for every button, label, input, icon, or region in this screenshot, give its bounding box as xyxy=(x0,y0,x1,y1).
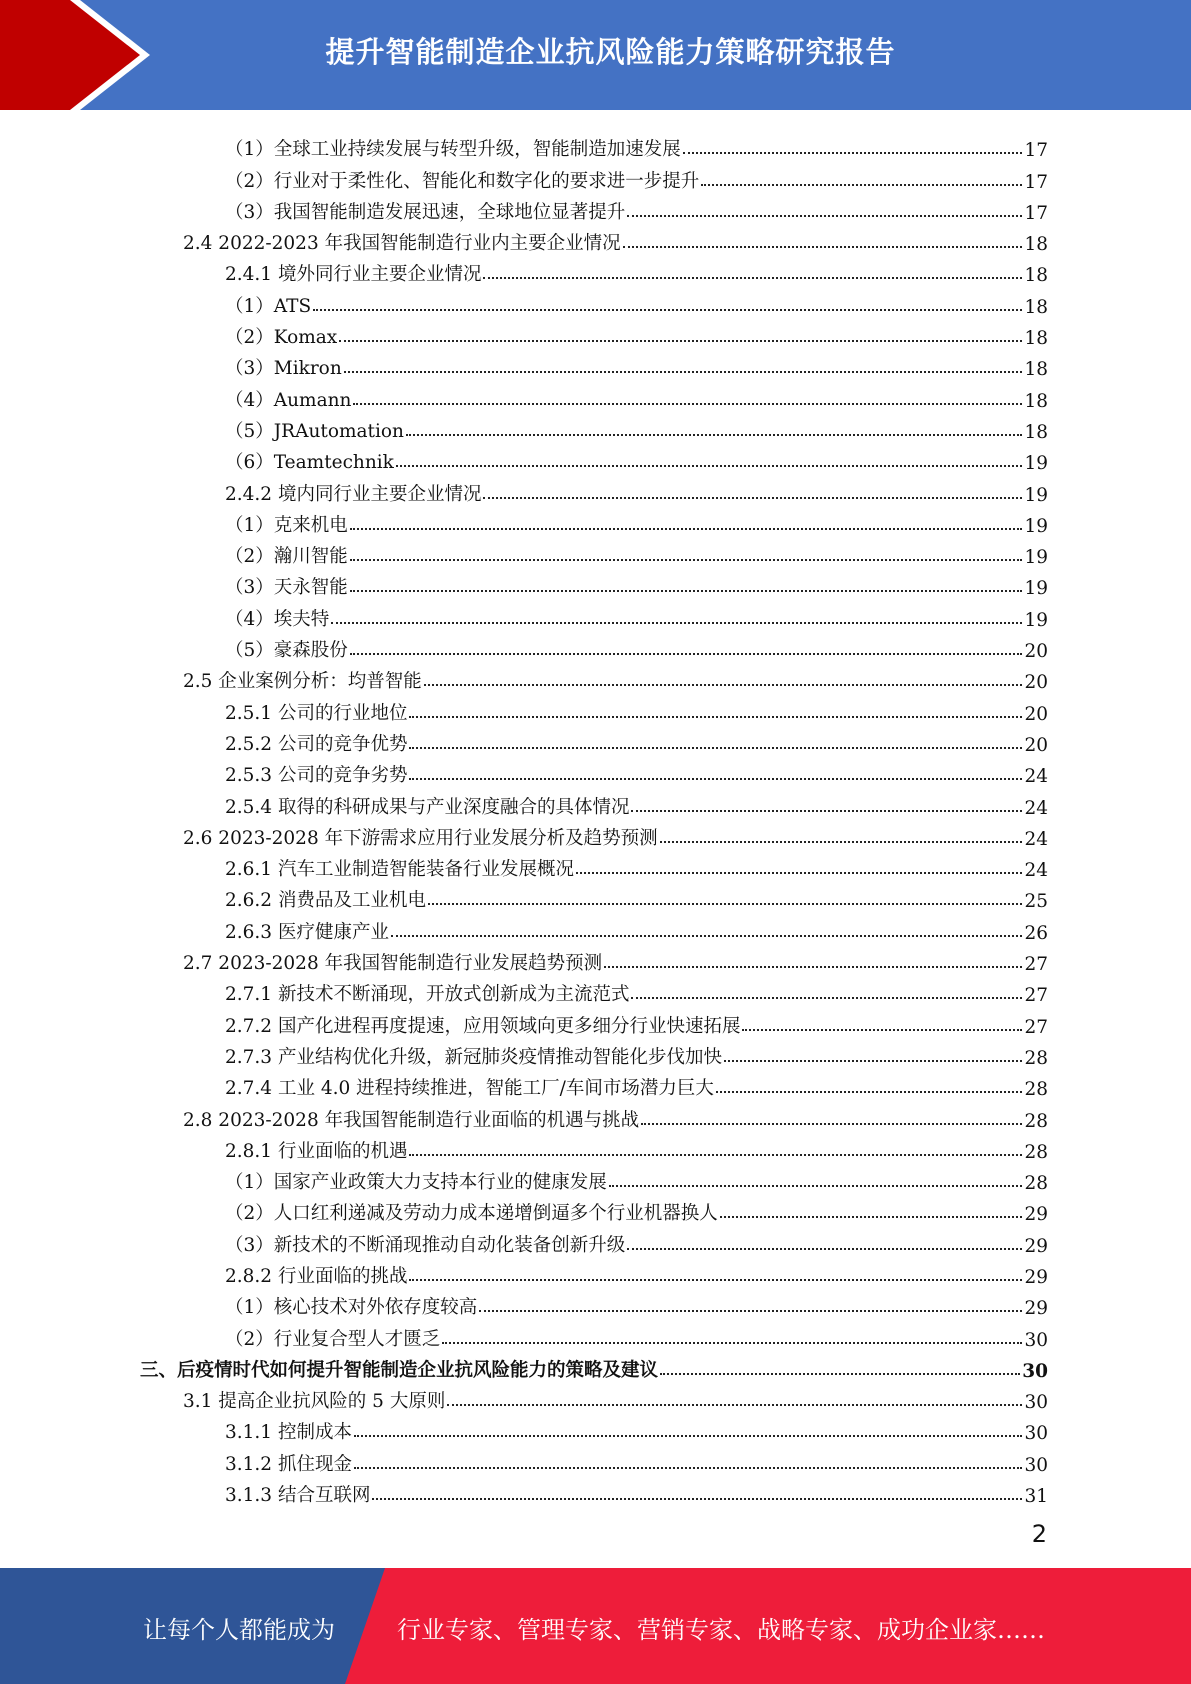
toc-entry[interactable] xyxy=(140,474,1048,505)
toc-entry[interactable] xyxy=(140,1257,1048,1288)
toc-entry[interactable] xyxy=(140,787,1048,818)
toc-dot-leader xyxy=(396,465,1023,467)
toc-entry-page: 18 xyxy=(1024,359,1048,381)
toc-entry-page: 19 xyxy=(1024,453,1048,475)
toc-entry-label: （2）Komax xyxy=(225,327,338,349)
toc-dot-leader xyxy=(409,716,1022,718)
toc-entry-page: 29 xyxy=(1024,1266,1048,1288)
toc-entry[interactable] xyxy=(140,631,1048,662)
toc-entry-page: 26 xyxy=(1024,922,1048,944)
toc-entry-label: 2.7.3 产业结构优化升级，新冠肺炎疫情推动智能化步伐加快 xyxy=(225,1046,722,1068)
toc-entry-page: 28 xyxy=(1024,1173,1048,1195)
toc-entry-page: 18 xyxy=(1024,421,1048,443)
toc-entry[interactable] xyxy=(140,599,1048,630)
toc-entry-page: 20 xyxy=(1024,641,1048,663)
toc-entry[interactable] xyxy=(140,1444,1048,1475)
toc-entry-page: 18 xyxy=(1024,296,1048,318)
toc-entry[interactable] xyxy=(140,1038,1048,1069)
toc-entry-label: 2.5.3 公司的竞争劣势 xyxy=(225,765,408,787)
toc-entry[interactable] xyxy=(140,725,1048,756)
toc-dot-leader xyxy=(483,277,1022,279)
toc-entry[interactable] xyxy=(140,1351,1048,1382)
toc-entry-page: 30 xyxy=(1024,1423,1048,1445)
toc-entry-label: （5）JRAutomation xyxy=(225,420,404,442)
toc-entry[interactable] xyxy=(140,255,1048,286)
toc-entry-page: 29 xyxy=(1024,1298,1048,1320)
toc-dot-leader xyxy=(353,403,1022,405)
toc-entry-label: 2.7.2 国产化进程再度提速，应用领域向更多细分行业快速拓展 xyxy=(225,1015,741,1037)
toc-entry-page: 20 xyxy=(1024,703,1048,725)
toc-entry[interactable] xyxy=(140,1476,1048,1507)
toc-entry-page: 24 xyxy=(1024,828,1048,850)
toc-entry-page: 30 xyxy=(1024,1329,1048,1351)
toc-entry-page: 27 xyxy=(1024,985,1048,1007)
toc-dot-leader xyxy=(350,528,1023,530)
toc-entry-label: 2.5.4 取得的科研成果与产业深度融合的具体情况 xyxy=(225,796,630,818)
toc-entry-page: 30 xyxy=(1022,1360,1048,1382)
toc-entry-page: 29 xyxy=(1024,1204,1048,1226)
toc-entry-label: 2.8.1 行业面临的机遇 xyxy=(225,1140,408,1162)
toc-entry-label: 3.1.2 抓住现金 xyxy=(225,1453,352,1475)
toc-entry-page: 24 xyxy=(1024,766,1048,788)
toc-entry-label: 2.4 2022-2023 年我国智能制造行业内主要企业情况 xyxy=(183,233,621,255)
toc-entry-page: 27 xyxy=(1024,1016,1048,1038)
toc-entry-page: 18 xyxy=(1024,328,1048,350)
toc-entry-label: 3.1.1 控制成本 xyxy=(225,1422,352,1444)
toc-entry[interactable] xyxy=(140,1006,1048,1037)
toc-entry-page: 19 xyxy=(1024,515,1048,537)
toc-entry-page: 28 xyxy=(1024,1141,1048,1163)
toc-entry-page: 30 xyxy=(1024,1392,1048,1414)
toc-entry-label: 2.8.2 行业面临的挑战 xyxy=(225,1265,408,1287)
toc-entry-page: 28 xyxy=(1024,1110,1048,1132)
toc-entry[interactable] xyxy=(140,1132,1048,1163)
toc-entry-page: 29 xyxy=(1024,1235,1048,1257)
toc-entry[interactable] xyxy=(140,944,1048,975)
toc-entry-page: 25 xyxy=(1024,891,1048,913)
footer-slogan-left: 让每个人都能成为 xyxy=(143,1616,335,1644)
toc-dot-leader xyxy=(660,841,1023,843)
toc-entry-label: （1）国家产业政策大力支持本行业的健康发展 xyxy=(225,1172,607,1194)
toc-entry[interactable] xyxy=(140,1319,1048,1350)
toc-entry-label: （1）全球工业持续发展与转型升级，智能制造加速发展 xyxy=(225,139,681,161)
toc-entry[interactable] xyxy=(140,568,1048,599)
toc-dot-leader xyxy=(701,184,1022,186)
toc-entry-label: 2.4.2 境内同行业主要企业情况 xyxy=(225,483,482,505)
page-footer xyxy=(0,1568,1191,1684)
toc-entry-label: 2.6.2 消费品及工业机电 xyxy=(225,890,426,912)
toc-entry-label: 2.8 2023-2028 年我国智能制造行业面临的机遇与挑战 xyxy=(183,1109,640,1131)
toc-dot-leader xyxy=(331,622,1022,624)
toc-entry[interactable] xyxy=(140,537,1048,568)
toc-entry[interactable] xyxy=(140,819,1048,850)
toc-dot-leader xyxy=(350,559,1023,561)
toc-dot-leader xyxy=(350,590,1023,592)
toc-dot-leader xyxy=(720,1216,1023,1218)
toc-entry-label: （1）克来机电 xyxy=(225,514,348,536)
toc-entry[interactable] xyxy=(140,349,1048,380)
toc-entry[interactable] xyxy=(140,224,1048,255)
toc-entry-page: 28 xyxy=(1024,1047,1048,1069)
toc-dot-leader xyxy=(604,966,1022,968)
toc-dot-leader xyxy=(660,1373,1020,1375)
toc-dot-leader xyxy=(313,309,1022,311)
toc-entry-page: 27 xyxy=(1024,954,1048,976)
toc-entry-label: 2.6 2023-2028 年下游需求应用行业发展分析及趋势预测 xyxy=(183,827,658,849)
toc-entry-label: （3）新技术的不断涌现推动自动化装备创新升级 xyxy=(225,1234,626,1256)
toc-entry[interactable] xyxy=(140,161,1048,192)
toc-dot-leader xyxy=(641,1123,1022,1125)
report-title: 提升智能制造企业抗风险能力策略研究报告 xyxy=(325,35,896,69)
toc-entry[interactable] xyxy=(140,1382,1048,1413)
toc-entry-label: （2）行业复合型人才匮乏 xyxy=(225,1328,441,1350)
toc-entry-label: 2.7 2023-2028 年我国智能制造行业发展趋势预测 xyxy=(183,953,603,975)
toc-dot-leader xyxy=(409,747,1022,749)
toc-dot-leader xyxy=(716,1091,1023,1093)
toc-dot-leader xyxy=(742,1029,1022,1031)
toc-dot-leader xyxy=(406,434,1023,436)
toc-entry[interactable] xyxy=(140,318,1048,349)
toc-dot-leader xyxy=(683,152,1023,154)
toc-entry-page: 28 xyxy=(1024,1079,1048,1101)
toc-entry[interactable] xyxy=(140,912,1048,943)
toc-dot-leader xyxy=(631,810,1022,812)
toc-entry-label: （2）人口红利递减及劳动力成本递增倒逼多个行业机器换人 xyxy=(225,1203,718,1225)
toc-dot-leader xyxy=(627,215,1022,217)
toc-entry[interactable] xyxy=(140,1194,1048,1225)
toc-entry-page: 20 xyxy=(1024,672,1048,694)
toc-entry[interactable] xyxy=(140,881,1048,912)
toc-entry-label: （3）天永智能 xyxy=(225,577,348,599)
toc-entry-page: 17 xyxy=(1024,171,1048,193)
toc-dot-leader xyxy=(623,246,1023,248)
toc-entry-label: 2.7.4 工业 4.0 进程持续推进，智能工厂/车间市场潜力巨大 xyxy=(225,1078,714,1100)
toc-entry[interactable] xyxy=(140,756,1048,787)
toc-entry-page: 30 xyxy=(1024,1454,1048,1476)
toc-entry[interactable] xyxy=(140,693,1048,724)
toc-dot-leader xyxy=(428,903,1022,905)
toc-entry-page: 24 xyxy=(1024,860,1048,882)
toc-entry[interactable] xyxy=(140,1069,1048,1100)
toc-entry-label: （5）豪森股份 xyxy=(225,640,348,662)
toc-entry-label: （3）我国智能制造发展迅速，全球地位显著提升 xyxy=(225,201,626,223)
toc-entry[interactable] xyxy=(140,1413,1048,1444)
toc-entry-page: 17 xyxy=(1024,202,1048,224)
toc-entry-page: 19 xyxy=(1024,484,1048,506)
toc-entry[interactable] xyxy=(140,850,1048,881)
toc-dot-leader xyxy=(576,872,1022,874)
toc-dot-leader xyxy=(409,1279,1022,1281)
toc-dot-leader xyxy=(354,1435,1023,1437)
toc-entry-label: （6）Teamtechnik xyxy=(225,452,394,474)
toc-entry-label: （1）ATS xyxy=(225,295,312,317)
toc-entry-page: 18 xyxy=(1024,390,1048,412)
toc-entry-label: 2.5.1 公司的行业地位 xyxy=(225,702,408,724)
toc-entry-label: 3.1.3 结合互联网 xyxy=(225,1485,371,1507)
toc-dot-leader xyxy=(339,340,1022,342)
toc-dot-leader xyxy=(344,371,1023,373)
toc-entry-label: （3）Mikron xyxy=(225,358,342,380)
toc-entry-page: 18 xyxy=(1024,234,1048,256)
toc-dot-leader xyxy=(442,1342,1022,1344)
toc-entry-label: 3.1 提高企业抗风险的 5 大原则 xyxy=(183,1391,446,1413)
toc-dot-leader xyxy=(424,684,1023,686)
toc-entry-label: （1）核心技术对外依存度较高 xyxy=(225,1297,478,1319)
toc-entry-page: 20 xyxy=(1024,734,1048,756)
toc-dot-leader xyxy=(354,1467,1023,1469)
toc-entry[interactable] xyxy=(140,286,1048,317)
toc-entry-page: 18 xyxy=(1024,265,1048,287)
toc-entry-label: 三、后疫情时代如何提升智能制造企业抗风险能力的策略及建议 xyxy=(140,1359,659,1381)
toc-entry-page: 24 xyxy=(1024,797,1048,819)
toc-dot-leader xyxy=(409,778,1022,780)
toc-entry-label: 2.5 企业案例分析：均普智能 xyxy=(183,671,422,693)
toc-dot-leader xyxy=(372,1498,1022,1500)
toc-dot-leader xyxy=(447,1404,1022,1406)
page-header xyxy=(0,0,1191,110)
toc-dot-leader xyxy=(391,935,1022,937)
table-of-contents xyxy=(140,130,1048,1507)
toc-dot-leader xyxy=(609,1185,1023,1187)
toc-dot-leader xyxy=(409,1154,1022,1156)
toc-entry-page: 17 xyxy=(1024,140,1048,162)
toc-entry[interactable] xyxy=(140,380,1048,411)
toc-entry-label: 2.4.1 境外同行业主要企业情况 xyxy=(225,264,482,286)
toc-entry[interactable] xyxy=(140,1225,1048,1256)
footer-slogan-right: 行业专家、管理专家、营销专家、战略专家、成功企业家…… xyxy=(397,1616,1045,1644)
toc-entry-page: 19 xyxy=(1024,578,1048,600)
toc-entry-label: 2.7.1 新技术不断涌现，开放式创新成为主流范式 xyxy=(225,984,630,1006)
toc-entry[interactable] xyxy=(140,662,1048,693)
page-number: 2 xyxy=(1031,1520,1047,1548)
toc-entry[interactable] xyxy=(140,193,1048,224)
toc-entry-label: 2.6.3 医疗健康产业 xyxy=(225,921,389,943)
toc-dot-leader xyxy=(724,1060,1022,1062)
toc-entry-page: 31 xyxy=(1024,1486,1048,1508)
toc-entry-label: （4）Aumann xyxy=(225,389,352,411)
toc-entry-label: （2）行业对于柔性化、智能化和数字化的要求进一步提升 xyxy=(225,170,700,192)
toc-entry[interactable] xyxy=(140,1163,1048,1194)
toc-entry[interactable] xyxy=(140,1288,1048,1319)
toc-entry[interactable] xyxy=(140,1100,1048,1131)
toc-dot-leader xyxy=(627,1248,1022,1250)
toc-dot-leader xyxy=(631,997,1022,999)
toc-entry-label: 2.6.1 汽车工业制造智能装备行业发展概况 xyxy=(225,859,574,881)
toc-dot-leader xyxy=(479,1310,1022,1312)
toc-entry[interactable] xyxy=(140,975,1048,1006)
toc-entry[interactable] xyxy=(140,412,1048,443)
toc-dot-leader xyxy=(483,497,1022,499)
toc-entry[interactable] xyxy=(140,443,1048,474)
toc-entry-label: （2）瀚川智能 xyxy=(225,546,348,568)
toc-entry-page: 19 xyxy=(1024,547,1048,569)
toc-entry[interactable] xyxy=(140,506,1048,537)
toc-entry[interactable] xyxy=(140,130,1048,161)
toc-entry-label: 2.5.2 公司的竞争优势 xyxy=(225,733,408,755)
toc-dot-leader xyxy=(350,653,1023,655)
toc-entry-label: （4）埃夫特 xyxy=(225,608,330,630)
toc-entry-page: 19 xyxy=(1024,609,1048,631)
